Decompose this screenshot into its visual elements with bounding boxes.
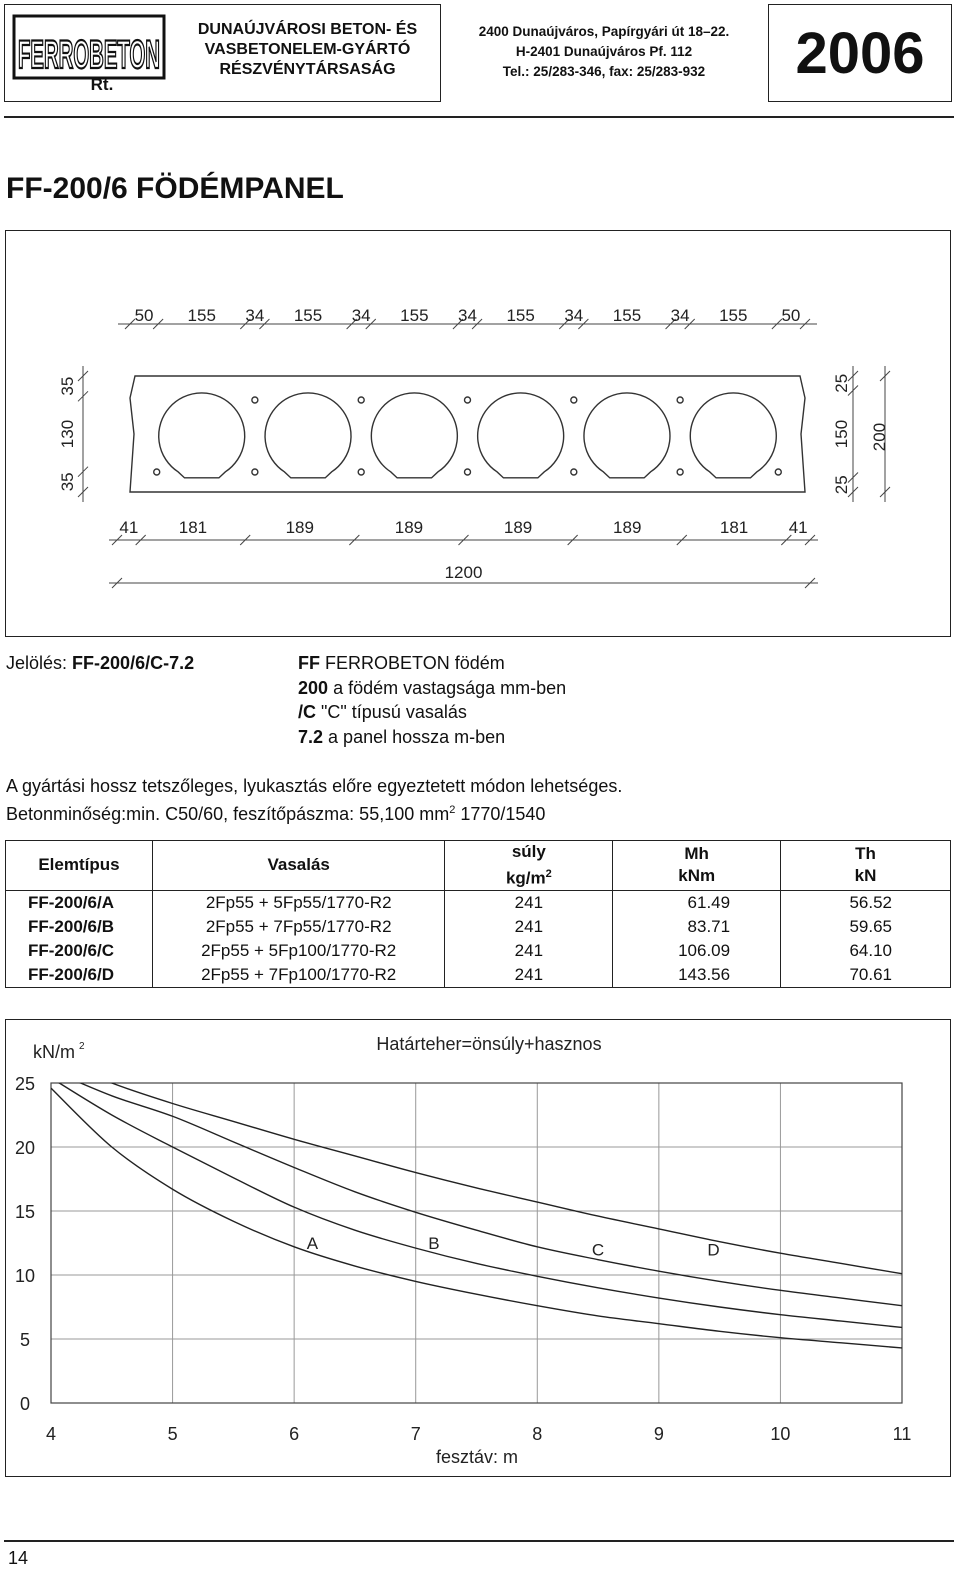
th-unit: kN — [854, 866, 877, 886]
col-header-weight — [445, 841, 613, 891]
mh-label: Mh — [684, 844, 709, 864]
dimension-label: 50 — [134, 306, 154, 325]
dimension-label: 34 — [458, 306, 477, 325]
dimension-label: 155 — [187, 306, 216, 325]
concrete-note-suffix: 1770/1540 — [455, 804, 546, 824]
y-tick-label: 10 — [14, 1266, 36, 1286]
x-tick-label: 4 — [45, 1424, 57, 1444]
th-label: Th — [855, 844, 876, 864]
cell-weight: 241 — [445, 963, 613, 988]
load-span-chart — [5, 1019, 951, 1477]
y-axis-label: kN/m — [33, 1042, 75, 1062]
legend-key: /C — [298, 702, 316, 722]
col-header-type: Elemtípus — [6, 841, 153, 891]
panel-hole — [465, 397, 471, 403]
cell-th: 70.61 — [781, 963, 951, 988]
chart-title: Határteher=önsúly+hasznos — [376, 1034, 602, 1054]
dimension-label: 155 — [719, 306, 748, 325]
weight-unit-sup: 2 — [545, 868, 552, 880]
dimension-label: 189 — [285, 518, 314, 537]
year: 2006 — [795, 20, 925, 86]
concrete-note-sup: 2 — [449, 804, 456, 816]
cell-weight: 241 — [445, 915, 613, 939]
dimension-label: 25 — [832, 475, 851, 495]
dimension-label: 130 — [58, 419, 77, 449]
table-header-row — [6, 841, 951, 891]
x-tick-label: 11 — [892, 1424, 912, 1444]
strand-hole — [775, 469, 781, 475]
legend-text: a panel hossza m-ben — [328, 726, 506, 747]
panel-hole — [358, 397, 364, 403]
address-line: 2400 Dunaújváros, Papírgyári út 18–22. — [478, 24, 730, 39]
company-logo — [12, 10, 172, 94]
dimension-label: 155 — [293, 306, 323, 325]
curve-label-c: C — [591, 1240, 605, 1260]
y-tick-label: 25 — [14, 1074, 36, 1094]
dimension-label: 41 — [119, 518, 139, 537]
footer-divider — [4, 1540, 954, 1542]
cell-type: FF-200/6/B — [6, 915, 153, 939]
x-tick-label: 10 — [770, 1424, 791, 1444]
y-tick-label: 15 — [14, 1202, 36, 1222]
cell-weight: 241 — [445, 890, 613, 915]
legend-key: 200 — [298, 677, 329, 698]
strand-hole — [677, 469, 683, 475]
production-note: A gyártási hossz tetszőleges, lyukasztás előre egyeztetett módon lehetséges. — [6, 776, 623, 796]
designation-label: Jelölés: — [6, 653, 68, 673]
panel-cross-section — [5, 230, 951, 637]
panel-void — [265, 393, 351, 478]
panel-hole — [677, 397, 683, 403]
cell-th: 56.52 — [781, 890, 951, 915]
cell-mh: 83.71 — [613, 915, 781, 939]
page-number: 14 — [8, 1548, 29, 1568]
dimension-label: 155 — [400, 306, 429, 325]
cell-th: 59.65 — [781, 915, 951, 939]
page-title: FF-200/6 FÖDÉMPANEL — [6, 172, 344, 205]
dimension-label: 155 — [612, 306, 642, 325]
cell-th: 64.10 — [781, 939, 951, 963]
dimension-label: 41 — [788, 518, 808, 537]
table-row — [6, 915, 951, 939]
dimension-label: 35 — [58, 472, 77, 492]
address-line: Tel.: 25/283-346, fax: 25/283-932 — [502, 64, 706, 79]
panel-hole — [252, 397, 258, 403]
col-header-rebar: Vasalás — [152, 841, 445, 891]
cell-type: FF-200/6/C — [6, 939, 153, 963]
legend-item — [298, 700, 566, 725]
dimension-label: 34 — [670, 306, 690, 325]
x-tick-label: 9 — [653, 1424, 664, 1444]
col-header-mh — [613, 841, 781, 891]
strand-hole — [358, 469, 364, 475]
dimension-label: 50 — [781, 306, 801, 325]
dimension-label: 150 — [832, 419, 851, 449]
strand-hole — [465, 469, 471, 475]
y-axis-label-sup: 2 — [79, 1041, 85, 1052]
dimension-label: 25 — [832, 373, 851, 393]
mh-unit: kNm — [678, 866, 716, 886]
designation-code: FF-200/6/C-7.2 — [72, 653, 195, 673]
dimension-label: 200 — [870, 422, 889, 452]
cell-rebar: 2Fp55 + 7Fp100/1770-R2 — [152, 963, 445, 988]
spec-table — [5, 840, 951, 988]
legend-key: 7.2 — [298, 726, 324, 747]
series-line-d — [51, 1057, 902, 1273]
x-tick-label: 6 — [289, 1424, 300, 1444]
plot-area — [51, 1083, 902, 1403]
table-row — [6, 963, 951, 988]
y-tick-label: 20 — [14, 1138, 36, 1158]
legend-text: a födém vastagsága mm-ben — [333, 677, 567, 698]
logo-text: FERROBETON — [18, 33, 160, 77]
panel-void — [371, 393, 457, 478]
strand-hole — [154, 469, 160, 475]
dimension-label: 34 — [351, 306, 371, 325]
cell-type: FF-200/6/D — [6, 963, 153, 988]
concrete-note — [6, 798, 545, 827]
cell-rebar: 2Fp55 + 7Fp55/1770-R2 — [152, 915, 445, 939]
weight-unit: kg/m — [505, 868, 546, 888]
concrete-note-text: Betonminőség:min. C50/60, feszítőpászma: 55,100 mm — [6, 804, 450, 824]
designation-line — [6, 651, 194, 676]
company-name — [190, 20, 425, 80]
company-line: RÉSZVÉNYTÁRSASÁG — [219, 61, 396, 78]
legend-item — [298, 651, 566, 676]
x-tick-label: 5 — [167, 1424, 178, 1444]
legend-item — [298, 725, 566, 750]
panel-void — [584, 393, 670, 478]
dimension-label: 181 — [178, 518, 208, 537]
company-address — [446, 22, 762, 82]
strand-hole — [252, 469, 258, 475]
logo-subtext: Rt. — [90, 75, 114, 94]
dimension-label: 189 — [394, 518, 424, 537]
dimension-label: 35 — [58, 376, 77, 396]
curve-label-b: B — [428, 1234, 440, 1253]
legend-item — [298, 676, 566, 701]
cell-mh: 143.56 — [613, 963, 781, 988]
dimension-label: 34 — [245, 306, 265, 325]
dimension-label: 181 — [719, 518, 749, 537]
designation-legend — [298, 651, 566, 749]
x-axis-label: fesztáv: m — [435, 1447, 519, 1467]
y-tick-label: 0 — [19, 1394, 31, 1414]
legend-key: FF — [298, 653, 320, 673]
series-line-a — [51, 1088, 902, 1348]
panel-void — [159, 393, 245, 478]
cell-type: FF-200/6/A — [6, 890, 153, 915]
table-row — [6, 939, 951, 963]
dimension-label: 189 — [613, 518, 642, 537]
cell-mh: 106.09 — [613, 939, 781, 963]
cell-weight: 241 — [445, 939, 613, 963]
panel-hole — [571, 397, 577, 403]
dimension-label: 1200 — [444, 563, 483, 582]
y-tick-label: 5 — [19, 1330, 31, 1350]
address-line: H-2401 Dunaújváros Pf. 112 — [515, 44, 693, 59]
company-line: DUNAÚJVÁROSI BETON- ÉS — [197, 21, 418, 38]
table-row — [6, 890, 951, 915]
panel-void — [478, 393, 564, 478]
cell-rebar: 2Fp55 + 5Fp55/1770-R2 — [152, 890, 445, 915]
legend-text: FERROBETON födém — [325, 653, 505, 673]
x-tick-label: 8 — [532, 1424, 543, 1444]
x-tick-label: 7 — [410, 1424, 421, 1444]
company-line: VASBETONELEM-GYÁRTÓ — [204, 41, 411, 58]
cell-mh: 61.49 — [613, 890, 781, 915]
dimension-label: 34 — [564, 306, 584, 325]
curve-label-d: D — [707, 1240, 720, 1260]
dimension-label: 155 — [506, 306, 535, 325]
col-header-th — [781, 841, 951, 891]
strand-hole — [571, 469, 577, 475]
curve-label-a: A — [306, 1234, 319, 1253]
dimension-label: 189 — [503, 518, 533, 537]
weight-label: súly — [511, 842, 546, 861]
legend-text: "C" típusú vasalás — [321, 702, 467, 722]
cell-rebar: 2Fp55 + 5Fp100/1770-R2 — [152, 939, 445, 963]
panel-void — [690, 393, 776, 478]
header-divider — [4, 116, 954, 118]
